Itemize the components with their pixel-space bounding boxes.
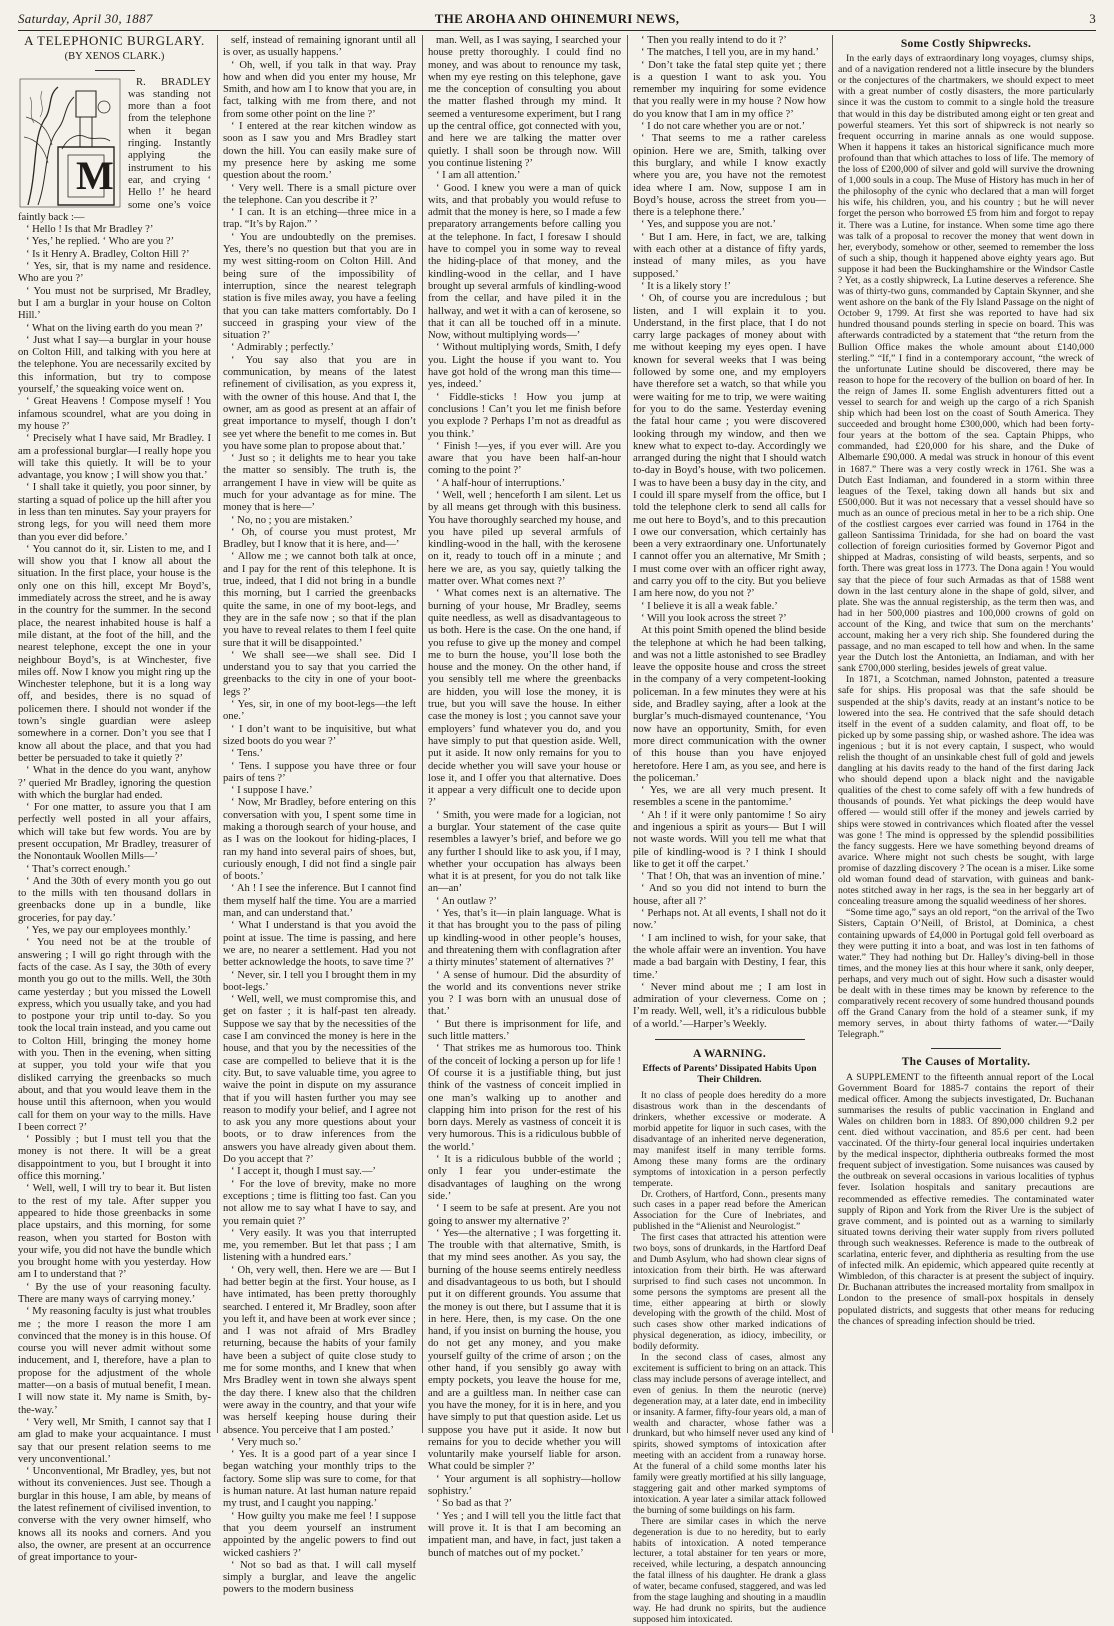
story-paragraph: ‘ Allow me ; we cannot both talk at once, and I pay for the rent of this telephone. It is true, indeed, that I did not bring in a bundle this morning, but I carried the greenbacks quite the same, in one of my boot-legs, and they are in the safe now ; so that if the plan you have to reveal relates to them I feel quite sure that it will be disappointed.’ bbox=[223, 551, 416, 649]
story-paragraph: ‘ And so you did not intend to burn the house, after all ?’ bbox=[633, 883, 826, 907]
story-paragraph: ‘ Yes—the alternative ; I was forgetting it. The trouble with that alternative, Smith, is that my mind sees another. As you say, the burning of the house seems entirely needless and disadvantageous to us both, but I should put it on different grounds. You assume that the money is out there, but I assume that it is in here. Here, then, is my case. On the one hand, if you insist on burning the house, you do not get any money, and you make yourself guilty of the crime of arson ; on the other hand, if you sensibly go away with empty pockets, you leave the house for me, and are a guiltless man. In neither case can you have the money, for it is in here, and you have simply to put that question aside. Let us suppose you have put it aside. It now but remains for you to decide whether you will voluntarily make yourself liable for arson. What could be simpler ?’ bbox=[428, 1227, 621, 1473]
story-paragraph: ‘ I believe it is all a weak fable.’ bbox=[641, 600, 778, 612]
story-paragraph: ‘ I do not care whether you are or not.’ bbox=[641, 121, 806, 133]
story-paragraph: ‘ No, no ; you are mistaken.’ bbox=[231, 514, 353, 526]
story-paragraph: ‘ What comes next is an alternative. The burning of your house, Mr Bradley, seems quite needless, as well as disadvantageous to us both. Here is the case. On the one hand, if you refuse to give up the money and compel me to burn the house, you’ll lose both the house and the money. On the other hand, if you sensibly tell me where the greenbacks are hidden, you will lose the money, it is true, but you will save the house. In either case the money is lost ; you cannot save your employers’ fund whatever you do, and you have simply to put that question aside. Well, put it aside. It now only remains for you to decide whether you will save your house or lose it, and I offer you that alternative. Does it appear a very difficult one to decide upon ?’ bbox=[428, 588, 621, 809]
story-paragraph: ‘ Yes, and suppose you are not.’ bbox=[641, 219, 777, 231]
story-paragraph: ‘ Oh, of course you are incredulous ; but listen, and I will explain it to you. Understand, in the first place, that I do not carry large packages of money about with me without keeping my eyes open. I have known for several weeks that I was being followed by some one, and my employers have therefore set a watch, so that while you were waiting for me to trip, we were waiting for you to do the same. Yesterday evening the fatal hour came ; you were discovered looking through my window, and then we knew what to expect to-day. Accordingly we arranged during the night that I should watch to-day in Boyd’s house, with two policemen. I was to have been a busy day in the city, and I could ill spare myself from the office, but I told the telephone clerk to send all calls for me out here to Boyd’s, and to this precaution I owe our conversation, which certainly has been a very extraordinary one. Unfortunately I cannot offer you an alternative, Mr Smith ; I must come over with an officer right away, and carry you off to the city. But you believe I am here now, do you not ?’ bbox=[633, 293, 826, 600]
column-1 bbox=[18, 33, 211, 1564]
story-paragraph: ‘ Smith, you were made for a logician, not a burglar. Your statement of the case quite resembles a lawyer’s brief, and before we go any further I should like to ask you, if I may, whether your occupation has always been what it is at present, for you do not talk like an—an’ bbox=[428, 809, 621, 895]
story-paragraph: ‘ Perhaps not. At all events, I shall not do it now.’ bbox=[633, 908, 826, 932]
story-paragraph: ‘ Ah ! if it were only pantomime ! So airy and ingenious a spirit as yours— But I will not waste words. Will you tell me what that pile of kindling-wood is ? I think I should like to get it off the carpet.’ bbox=[633, 809, 826, 870]
svg-text:M: M bbox=[76, 152, 114, 198]
story-paragraph: ‘ Well, well ; henceforth I am silent. Let us by all means get through with this business. You have thoroughly searched my house, and you have piled up several armfuls of kindling-wood in the hall, with the kerosene on it, ready to touch off in a minute ; and here we are, as you say, quietly talking the matter over. What comes next ?’ bbox=[428, 489, 621, 588]
column-5 bbox=[838, 35, 1094, 1435]
story-paragraph: ‘ Well, well, I will try to bear it. But listen to the rest of my tale. After supper you appeared to hide those greenbacks in some place upstairs, and this morning, for some reason, when you started for Boston with your wife, you did not have the bundle which you brought home with you yesterday. How am I to understand that ?’ bbox=[18, 1183, 211, 1281]
story-paragraph: ‘ It is a ridiculous bubble of the world ; only I fear you under-estimate the disadvantages of laughing on the wrong side.’ bbox=[428, 1154, 621, 1202]
story-paragraph: ‘ What I understand is that you avoid the point at issue. The time is passing, and here we are, no nearer a settlement. Had you not better acknowledge the hoots, to save time ?’ bbox=[223, 920, 416, 969]
story-paragraph: ‘ What on the living earth do you mean ?’ bbox=[26, 322, 204, 334]
columns bbox=[18, 33, 1096, 1625]
story-paragraph: ‘ Oh, well, if you talk in that way. Pray how and when did you enter my house, Mr Smith, and how am I to know that you are, in fact, talking with me from there, and not from some other point on the line ?’ bbox=[223, 59, 416, 120]
page-number: 3 bbox=[1089, 11, 1096, 26]
story-paragraph: ‘ By the use of your reasoning faculty. There are many ways of carrying money.’ bbox=[18, 1281, 211, 1305]
story-paragraph: ‘ Don’t take the fatal step quite yet ; there is a question I want to ask you. You remember my inquiring for some evidence that you really were in my house ? Now how do you know that I am in my office ?’ bbox=[633, 59, 826, 120]
story-paragraph: ‘ Very well, Mr Smith, I cannot say that I am glad to make your acquaintance. I must say that our present relation seems to me very unconventional.’ bbox=[18, 1416, 211, 1465]
story-paragraph: ‘ Is it Henry A. Bradley, Colton Hill ?’ bbox=[26, 248, 190, 260]
warning-title: A WARNING. bbox=[692, 1048, 767, 1061]
story-paragraph: ‘ Fiddle-sticks ! How you jump at conclusions ! Can’t you let me finish before you explode ? Perhaps I’m not as dreadful as you think.’ bbox=[428, 391, 621, 440]
story-paragraph: ‘ I don’t want to be inquisitive, but what sized boots do you wear ?’ bbox=[223, 723, 416, 747]
mortality-title: The Causes of Mortality. bbox=[901, 1056, 1031, 1069]
story-paragraph: ‘ You are undoubtedly on the premises. Yes, there’s no question but that you are in my west sitting-room on Colton Hill. And being sure of the impossibility of interruption, since the nearest telegraph station is five miles away, you have a feeling that you can take matters comfortably. Do I succeed in grasping your view of the situation ?’ bbox=[223, 231, 416, 342]
story-paragraph: ‘ So bad as that ?’ bbox=[436, 1498, 513, 1510]
story-paragraph: ‘ How guilty you make me feel ! I suppose that you deem yourself an instrument appointed by the angelic powers to find out wicked cashiers ?’ bbox=[223, 1510, 416, 1559]
column-4 bbox=[633, 35, 826, 1625]
story-paragraph: ‘ An outlaw ?’ bbox=[436, 895, 497, 907]
story-opening bbox=[18, 77, 211, 225]
warning-paragraph: The first cases that attracted his attention were two boys, sons of drunkards, in the Hartford Deaf and Dumb Asylum, who had shown clear signs of intoxication from their birth. He was afterward surprised to find such cases not uncommon. In some persons the symptoms are present all the time, either appearing at birth or slowly developing with the growth of the child. Most of such cases show other marked indications of physical degeneration, as idiocy, imbecility, or bodily deformity. bbox=[633, 1233, 826, 1353]
shipwrecks-title: Some Costly Shipwrecks. bbox=[900, 38, 1032, 50]
story-paragraph: ‘ You need not be at the trouble of answering ; I will go right through with the facts of the case. As I say, the 30th of every month you go out to the mills. Well, the 30th came yesterday ; but you missed the Lowell express, which you usually take, and you had to postpone your trip until to-day. So you took the local train instead, and you came out to Colton Hill, bringing the money home with you. Then in the evening, when sitting at supper, you told your wife that you disliked carrying the greenbacks so much about, and that you would leave them in the house until this afternoon, when you would call for them on your way to the mills. Have I been correct ?’ bbox=[18, 937, 211, 1133]
shipwrecks-paragraph: “Some time ago,” says an old report, “on the arrival of the Two Sisters, Captain O’Neill, of Bristol, at Dominica, a chest containing upwards of £4,000 in Portugal gold fell overboard as they were putting it into a boat, and was lost in ten fathoms of water.” They had nothing but Dr. Halley’s diving-bell in those times, and the money lies at this hour where it sank, only deeper, perhaps, and very much out of sight. How such a disaster would be dealt with in these times may be known by reference to the comparatively recent recovery of some hundred thousand pounds off the Grand Canary from the hold of a steamer sunk, if my memory serves, in about thirty fathoms of water.—“Daily Telegraph.” bbox=[838, 907, 1094, 1041]
column-rule bbox=[422, 35, 423, 1433]
shipwrecks-paragraph: In the early days of extraordinary long voyages, clumsy ships, and of a navigation rendered not a little insecure by the blunders or the conjectures of the chartmakers, we should expect to meet with a great number of costly disasters, the more particularly since it was the custom to commit to a single hold the treasure that would in this day be distributed among eight or ten great and powerful steamers. Yet this sort of shipwreck is not nearly so frequent occurring in marine annals as one would suppose. When it happens it takes an historical significance much more profound than that which attaches to loss of life. The memory of the loss of £200,000 of silver and gold will survive the drowning of 1,000 souls in a coup. The Muse of History has much in her of the philosophy of the cynic who declared that a man will forget his wife, his children, you, and his country ; but he will never forget the person who borrowed £5 from him and forgot to repay it. There was a Lutine, for instance. When some time ago there was talk of a proposal to recover the money that went down in her, everybody, somehow or other, seemed to remember the loss of such a ship, though it happened above eighty years ago. But suppose it had been the Buckinghamshire or the Windsor Castle ? Yet, as a costly shipwreck, La Lutine deserves a reference. She was of thirty-two guns, commanded by Captain Skynner, and she went ashore on the bank of the Fly Island Passage on the night of October 9, 1799. At first she was reported to have had six hundred thousand pounds sterling in specie on board. This was afterwards contradicted by a statement that “the return from the Bullion Office makes the whole amount about £140,000 sterling.” “If,” I find in a contemporary account, “the wreck of the unfortunate Lutine should be discovered, there may be reason to hope for the recovery of the bullion on board of her. In the reign of James II. some English adventurers fitted out a vessel to search for and weigh up the cargo of a rich Spanish ship which had been lost on the coast of South America. They succeeded and brought home £300,000, which had been forty-four years at the bottom of the sea. Captain Phipps, who commanded, had £20,000 for his share, and the Duke of Albemarle £90,000. A medal was struck in honour of this event in 1687.” There was a very costly wreck in 1761. She was a Dutch East Indiaman, and foundered in a storm within three leagues of the Texel, taking down all hands but six and £500,000. But it was not necessary that a vessel should have so much as an ounce of precious metal in her to be a rich ship. One of the costliest cargoes ever carried was found in 1764 in the galleon Santissima Trinidada, for she had on board the vast collection of foreign curiosities formed by Governor Pigot and shipped at Madras, consisting of wild beasts, serpents, and so forth. There was great loss in 1773. The Dona again ! You would say that the piece of four such Armadas as that of 1588 went down in the last century alone in the shape of gold, silver, and plate. She was the annual registership, as the term then was, and had in her 500,000 piastres and 100,000 crowns of gold on account of the King, and twice that sum on the merchants’ account, making her a very rich ship. She foundered during the passage, and no man escaped to tell how and when. In the same year the Dutch lost the Antonietta, an Indiaman, and with her sank £700,000 sterling, besides jewels of great value. bbox=[838, 53, 1094, 675]
story-paragraph: ‘ And the 30th of every month you go out to the mills with ten thousand dollars in greenbacks done up in a bundle, like groceries, for pay day.’ bbox=[18, 875, 211, 924]
story-paragraph: self, instead of remaining ignorant until all is over, as usually happens.’ bbox=[223, 35, 416, 59]
story-paragraph: ‘ Not so bad as that. I will call myself simply a burglar, and leave the angelic powers to the modern business bbox=[223, 1559, 416, 1596]
story-paragraph: ‘ Very much so.’ bbox=[231, 1436, 302, 1448]
telephone-illustration-icon bbox=[18, 77, 122, 209]
story-paragraph: ‘ Yes ; and I will tell you the little fact that will prove it. It is that I am becoming an impatient man, and have, in fact, just taken a bunch of matches out of my pocket.’ bbox=[428, 1510, 621, 1559]
story-paragraph: ‘ Very easily. It was you that interrupted me, you remember. But let that pass ; I am listening with a hundred ears.’ bbox=[223, 1227, 416, 1264]
story-paragraph: ‘ Yes, sir, that is my name and residence. Who are you ?’ bbox=[18, 261, 211, 285]
story-paragraph: ‘ Finish !—yes, if you ever will. Are you aware that you have been half-an-hour coming to the point ?’ bbox=[428, 440, 621, 477]
story-paragraph: ‘ I shall take it quietly, you poor sinner, by starting a squad of police up the hill after you in less than ten minutes. Say your prayers for strong legs, for you will need them more than you ever did before.’ bbox=[18, 482, 211, 543]
story-paragraph: At this point Smith opened the blind beside the telephone at which he had been talking, and was not a little astonished to see Bradley leave the opposite house and cross the street in the company of a very competent-looking policeman. In a few minutes they were at his side, and Bradley saying, after a look at the burglar’s much-dismayed countenance, ‘You now have an opportunity, Smith, for even more direct communication with the owner of this house than you have enjoyed heretofore. Here I am, as you see, and here is the policeman.’ bbox=[633, 625, 826, 784]
column-rule bbox=[217, 35, 218, 1433]
story-paragraph: ‘ I accept it, though I must say.—’ bbox=[231, 1166, 376, 1178]
story-paragraph: ‘ You must not be surprised, Mr Bradley, but I am a burglar in your house on Colton Hill.’ bbox=[18, 285, 211, 322]
story-paragraph: ‘ Yes, we are all very much present. It resembles a scene in the pantomime.’ bbox=[633, 785, 826, 809]
story-paragraph: ‘ Yes, that’s it—in plain language. What is it that has brought you to the pass of piling up kindling-wood in other people’s houses, and threatening them with conflagration after a thirty minutes’ statement of alternatives ?’ bbox=[428, 908, 621, 969]
story-paragraph: ‘ Your argument is all sophistry—hollow sophistry.’ bbox=[428, 1473, 621, 1498]
warning-paragraph: Dr. Crothers, of Hartford, Conn., presents many such cases in a paper read before the American Association for the Cure of Inebriates, and published in the “Alienist and Neurologist.” bbox=[633, 1189, 826, 1233]
story-paragraph: ‘ We shall see—we shall see. Did I understand you to say that you carried the greenbacks to the city in one of your boot-legs ?’ bbox=[223, 649, 416, 698]
story-paragraph: ‘ Great Heavens ! Compose myself ! You infamous scoundrel, what are you doing in my house ?’ bbox=[18, 396, 211, 432]
story-paragraph: ‘ Tens. I suppose you have three or four pairs of tens ?’ bbox=[223, 760, 416, 784]
story-paragraph: ‘ Good. I knew you were a man of quick wits, and that probably you would refuse to admit that the money is here, so I made a few preparatory arrangements before calling you at the telephone. In fact, I foresaw I should have to compel you in some way to reveal the hiding-place of that money, and the kindling-wood in the cellar, and I have brought up several armfuls of kindling-wood from the cellar, and have piled it in the hallway, and wet it with a can of kerosene, so that it can all be touched off in a minute. Now, without multiplying words—’ bbox=[428, 182, 621, 342]
story-paragraph: man. Well, as I was saying, I searched your house pretty thoroughly. I could find no money, and was about to renounce my task, when my eye resting on this telephone, gave me the conception of consulting you about the matter flashed through my mind. It seemed a venturesome experiment, but I rang up the central office, got connected with you, and here we are talking the matter over quietly. I shall soon be through now. Will you continue listening ?’ bbox=[428, 35, 621, 169]
column-rule bbox=[627, 35, 628, 1433]
story-paragraph: ‘ Yes,’ he replied. ‘ Who are you ?’ bbox=[26, 236, 175, 248]
story-paragraph: ‘ Now, Mr Bradley, before entering on this conversation with you, I spent some time in making a thorough search of your house, and as I was on the lookout for hiding-places, I ran my hand into several pairs of shoes, but, curiously enough, I did not find a single pair of boots.’ bbox=[223, 797, 416, 883]
story-paragraph: ‘ That’s correct enough.’ bbox=[26, 863, 131, 875]
story-paragraph: ‘ You say also that you are in communication, by means of the latest refinement of civilisation, as you express it, with the owner of this house. And that I, the owner, am as good as present at an affair of great importance to myself, though I don’t see yet where the benefit to me comes in. But you have some plan to propose about that.’ bbox=[223, 354, 416, 452]
column-rule bbox=[832, 35, 833, 1433]
shipwrecks-paragraph: In 1871, a Scotchman, named Johnston, patented a treasure safe for ships. His proposal was that the safe should be suspended at the ship’s davits, ready at an instant’s notice to be lowered into the sea. He contrived that the safe should detach itself in the event of a sudden calamity, and float off, to be picked up by some passing ship, or washed ashore. The idea was ingenious ; but it is not every captain, I suspect, who would relish the thought of an unsinkable chest full of gold and jewels dangling at his davits ready to the hand of the first daring Jack who should depend upon a black night and the navigable qualities of the chest to come safely off with a few hundreds of thousands of pounds. Yet what pickings the deep would have offered — would still offer if the money and jewels carried by ships were stowed in contrivances which floated after the vessel was gone ! The mind is oppressed by the splendid possibilities the fancy suggests. Here we have something beyond dreams of avarice. Where might not such chests be sought, with large promise of dazzling discovery ? The ocean is a miser. Like some old woman found dead of starvation, with guineas and bank-notes stitched away in her rags, is the sea in her beggarly art of concealing treasure among the squalid weediness of her shores. bbox=[838, 674, 1094, 908]
story-paragraph: ‘ That ! Oh, that was an invention of mine.’ bbox=[641, 871, 826, 883]
column-3 bbox=[428, 35, 621, 1559]
story-paragraph: ‘ For one matter, to assure you that I am perfectly well posted in all your affairs, which will take but few words. You are by present occupation, Mr Bradley, treasurer of the Nonontauk Woollen Mills—’ bbox=[18, 802, 211, 863]
story-paragraph: ‘ Yes, sir, in one of my boot-legs—the left one.’ bbox=[223, 699, 416, 723]
story-paragraph: ‘ Oh, of course you must protest, Mr Bradley, but I know that it is here, and—’ bbox=[223, 526, 416, 551]
warning-subtitle: Effects of Parents’ Dissipated Habits Upon Their Children. bbox=[642, 1063, 817, 1086]
story-paragraph: ‘ Just so ; it delights me to hear you take the matter so sensibly. The truth is, the arrangement I have in view will be quite as much for your advantage as for mine. The money that is here—’ bbox=[223, 453, 416, 514]
story-paragraph: ‘ Never mind about me ; I am lost in admiration of your cleverness. Come on ; I’m ready. Well, well, it’s a ridiculous bubble of a world.’—Harper’s Weekly. bbox=[633, 981, 826, 1030]
divider bbox=[95, 70, 135, 71]
story-paragraph: ‘ Without multiplying words, Smith, I defy you. Light the house if you want to. You have got hold of the wrong man this time—yes, indeed.’ bbox=[428, 342, 621, 391]
story-paragraph: ‘ Possibly ; but I must tell you that the money is not there. It will be a great disappointment to you, but I brought it into office this morning.’ bbox=[18, 1134, 211, 1183]
story-paragraph: ‘ It is a likely story !’ bbox=[641, 280, 732, 292]
story-paragraph: ‘ I am all attention.’ bbox=[436, 170, 521, 182]
story-paragraph: ‘ A half-hour of interruptions.’ bbox=[436, 477, 566, 489]
story-paragraph: ‘ I suppose I have.’ bbox=[231, 785, 313, 797]
story-paragraph: ‘ For the love of brevity, make no more exceptions ; time is flitting too fast. Can you not allow me to say what I have to say, and you remain quiet ?’ bbox=[223, 1178, 416, 1227]
divider bbox=[931, 1048, 1001, 1049]
story-paragraph: ‘ But there is imprisonment for life, and such little matters.’ bbox=[428, 1018, 621, 1043]
warning-paragraph: It no class of people does heredity do a more disastrous work than in the descendants of drinkers, whether excessive or moderate. A morbid appetite for liquor in such cases, with the disadvantage of an inherited nerve degeneration, may manifest itself in many terrible forms. Among these many forms are the ordinary symptoms of intoxication in a person perfectly temperate. bbox=[633, 1091, 826, 1189]
story-paragraph: ‘ Precisely what I have said, Mr Bradley. I am a professional burglar—I really hope you will take this quietly. It will be to your advantage, you know ; I will show you that.’ bbox=[18, 433, 211, 482]
story-paragraph: ‘ I can. It is an etching—three mice in a trap. “It’s by Rajon.” ’ bbox=[223, 207, 416, 231]
warning-paragraph: In the second class of cases, almost any excitement is sufficient to bring on an attack. This class may include persons of average intellect, and even of genius. In them the neurotic (nerve) degeneration may, at a later date, end in imbecility or insanity. A farmer, fifty-four years old, a man of wealth and character, whose father was a drunkard, but who himself never used any kind of spirits, showed symptoms of intoxication after meeting with an accident from a runaway horse. At the funeral of a child some months later his family were greatly mortified at his silly language, staggering gait and other marked symptoms of intoxication. A year later a similar attack followed the burning of some buildings on his farm. bbox=[633, 1353, 826, 1516]
masthead bbox=[18, 8, 1096, 31]
column-2 bbox=[223, 35, 416, 1596]
story-paragraph: ‘ Hello ! Is that Mr Bradley ?’ bbox=[26, 224, 154, 236]
story-paragraph: ‘ What in the dence do you want, anyhow ?’ queried Mr Bradley, ignoring the question with which the burglar had ended. bbox=[18, 765, 211, 801]
warning-body bbox=[633, 1091, 826, 1625]
story-paragraph: ‘ But I am. Here, in fact, we are, talking with each other at a distance of fifty yards, instead of many miles, as you have supposed.’ bbox=[633, 231, 826, 280]
story-paragraph: ‘ Unconventional, Mr Bradley, yes, but not without its conveniences. Just see. Though a burglar in this house, I am able, by means of the latest refinement of civilised invention, to converse with the very owner himself, who knows all its nooks and corners. And you also, the owner, are present at an occurrence of great importance to your- bbox=[18, 1466, 211, 1564]
story-paragraph: ‘ Never, sir. I tell you I brought them in my boot-legs.’ bbox=[223, 969, 416, 993]
newspaper-title: THE AROHA AND OHINEMURI NEWS, bbox=[434, 11, 680, 26]
story-paragraph: ‘ Well, well, we must compromise this, and get on faster ; it is half-past ten already. Suppose we say that by the necessities of the case I am convinced the money is here in the house, and that you by the necessities of the case are compelled to believe that it is the city. But, to save valuable time, you agree to waive the point in dispute on my assurance that if you will hasten further you may see reason to modify your belief, and I agree not to ask you any more questions about your boots, or to draw inferences from the answers you have already given about them. Do you accept that ?’ bbox=[223, 994, 416, 1166]
story-paragraph: ‘ A sense of humour. Did the absurdity of the world and its conventions never strike you ? I was born with an unusual dose of that.’ bbox=[428, 969, 621, 1018]
issue-date: Saturday, April 30, 1887 bbox=[18, 11, 153, 26]
divider bbox=[655, 1039, 805, 1040]
story-paragraph: ‘ Yes, we pay our employees monthly.’ bbox=[26, 925, 191, 937]
story-paragraph: ‘ You cannot do it, sir. Listen to me, and I will show you that I know all about the situation. In the first place, your house is the only one on this hill, except Mr Boyd’s, immediately across the street, and he is away in the country for the summer. In the second place, the nearest inhabited house is half a mile distant, at the foot of the hill, and the nearest telephone, except the one in your neighbour Boyd’s, is at Winchester, five miles off. Now I know you might ring up the Winchester telephone, but it is a long way off, and besides, there is no squad of policemen there. I should not wonder if the town’s single guardian were asleep somewhere in a corner. Don’t you see that I know all about the place, and that you had better be persuaded to take it quietly ?’ bbox=[18, 543, 211, 764]
mortality-paragraph: A SUPPLEMENT to the fifteenth annual report of the Local Government Board for 1885-7 contains the report of their medical officer. Among the subjects investigated, Dr. Buchanan summarises the results of public vaccination in England and Wales on children born in 1883. Of 890,000 children 9.2 per cent. died without vaccination, and 85.6 per cent. had been vaccinated. Of the thirty-four general local inquiries undertaken by the medical inspector, diphtheria outbreaks formed the most frequent subject of investigation. Some nuisances was caused by the outbreak on several occasions in various localities of typhus fever. Isolation hospitals and sanitary precautions are recommended as effective remedies. The contaminated water supply of Ripon and York from the River Ure is the subject of grave comment, and is pointed out as a warning to similarly situated towns deriving their water supply from rivers polluted through such weaknesses. Reference is made to the outbreak of scarlatina, enteric fever, and diphtheria as resulting from the use of infected milk. An epidemic, which appeared quite recently at Wimbledon, of this character is at present the subject of inquiry. Dr. Buchanan attributes the increased mortality from smallpox in London to the presence of small-pox hospitals in densely populated districts, and suggests that other means for reducing the chances of spreading infection should be tried. bbox=[838, 1071, 1094, 1327]
story-paragraph: ‘ Tens.’ bbox=[231, 748, 264, 760]
story-paragraph: ‘ I entered at the rear kitchen window as soon as I saw you and Mrs Bradley start down the hill. You can easily make sure of my presence here by asking me some question about the room.’ bbox=[223, 121, 416, 182]
story-paragraph: ‘ I seem to be safe at present. Are you not going to answer my alternative ?’ bbox=[428, 1203, 621, 1227]
story-paragraph: ‘ Oh, very well, then. Here we are — But I had better begin at the first. Your house, as I have intimated, has been pretty thoroughly searched. I entered it, Mr Bradley, soon after you left it, and have been at work ever since ; and I was not afraid of Mrs Bradley returning, because the habits of your family have been a subject of quite close study to me for some months, and I knew that when Mrs Bradley went in town she always spent the day there. I knew also that the children were away in the country, and that your wife was herself keeping house during their absence. You perceive that I am posted.’ bbox=[223, 1264, 416, 1436]
story-paragraph: ‘ Just what I say—a burglar in your house on Colton Hill, and talking with you here at the telephone. You are necessarily excited by this information, but try to compose yourself,’ the squeaking voice went on. bbox=[18, 334, 211, 396]
story-paragraph: ‘ Ah ! I see the inference. But I cannot find them myself half the time. You are a married man, and can understand that.’ bbox=[223, 883, 416, 920]
story-paragraph: ‘ That seems to me a rather careless opinion. Here we are, Smith, talking over this burglary, and while I know exactly where you are, you have not the remotest idea where I am. Now, suppose I am in Boyd’s house, across the street from you—there is a telephone there.’ bbox=[633, 133, 826, 219]
story-paragraph: ‘ Yes. It is a good part of a year since I began watching your monthly trips to the factory. Some slip was sure to come, for that is human nature. At last human nature repaid my trust, and I caught you napping.’ bbox=[223, 1449, 416, 1510]
story-paragraph: ‘ Will you look across the street ?’ bbox=[641, 612, 787, 624]
story-paragraph: ‘ Admirably ; perfectly.’ bbox=[231, 342, 334, 354]
story-paragraph: ‘ Then you really intend to do it ?’ bbox=[641, 35, 787, 46]
story-paragraph: ‘ My reasoning faculty is just what troubles me ; the more I reason the more I am convinced that the money is in this house. Of course you will never admit without some inducement, and I, therefore, have a plan to propose for the adjustment of the whole matter—on a basis of mutual benefit, I mean. I will now state it. My name is Smith, by-the-way.’ bbox=[18, 1306, 211, 1416]
story-paragraph: ‘ The matches, I tell you, are in my hand.’ bbox=[641, 47, 820, 59]
story-paragraph: R. BRADLEY was standing not more than a foot from the telephone when it began ringing. Instantly applying the instrument to his ear, and crying ‘ Hello !’ he heard some one’s voice faintly back :— bbox=[18, 76, 211, 223]
story-paragraph: ‘ That strikes me as humorous too. Think of the conceit of locking a person up for life ! Of course it is a justifiable thing, but just think of the vastness of conceit implied in one man’s walking up to another and clapping him into prison for the rest of his born days. Merely as vastness of conceit it is very humorous. This is a ridiculous bubble of the world.’ bbox=[428, 1043, 621, 1153]
story-title: A TELEPHONIC BURGLARY. bbox=[24, 33, 205, 48]
story-paragraph: ‘ Very well. There is a small picture over the telephone. Can you describe it ?’ bbox=[223, 182, 416, 206]
story-paragraph: ‘ I am inclined to wish, for your sake, that the whole affair were an invention. You have made a bad bargain with Destiny, I fear, this time.’ bbox=[633, 932, 826, 981]
warning-paragraph: There are similar cases in which the nerve degeneration is due to no heredity, but to early habits of intoxication. A noted temperance lecturer, a total abstainer for ten years or more, received, while lecturing, a despatch announcing the fatal illness of his daughter. He drank a glass of water, became confused, staggered, and was led from the stage laughing and shouting in a maudlin way. He had drunk no spirits, but the audience supposed him intoxicated. bbox=[633, 1516, 826, 1625]
story-byline: (BY XENOS CLARK.) bbox=[64, 51, 165, 63]
